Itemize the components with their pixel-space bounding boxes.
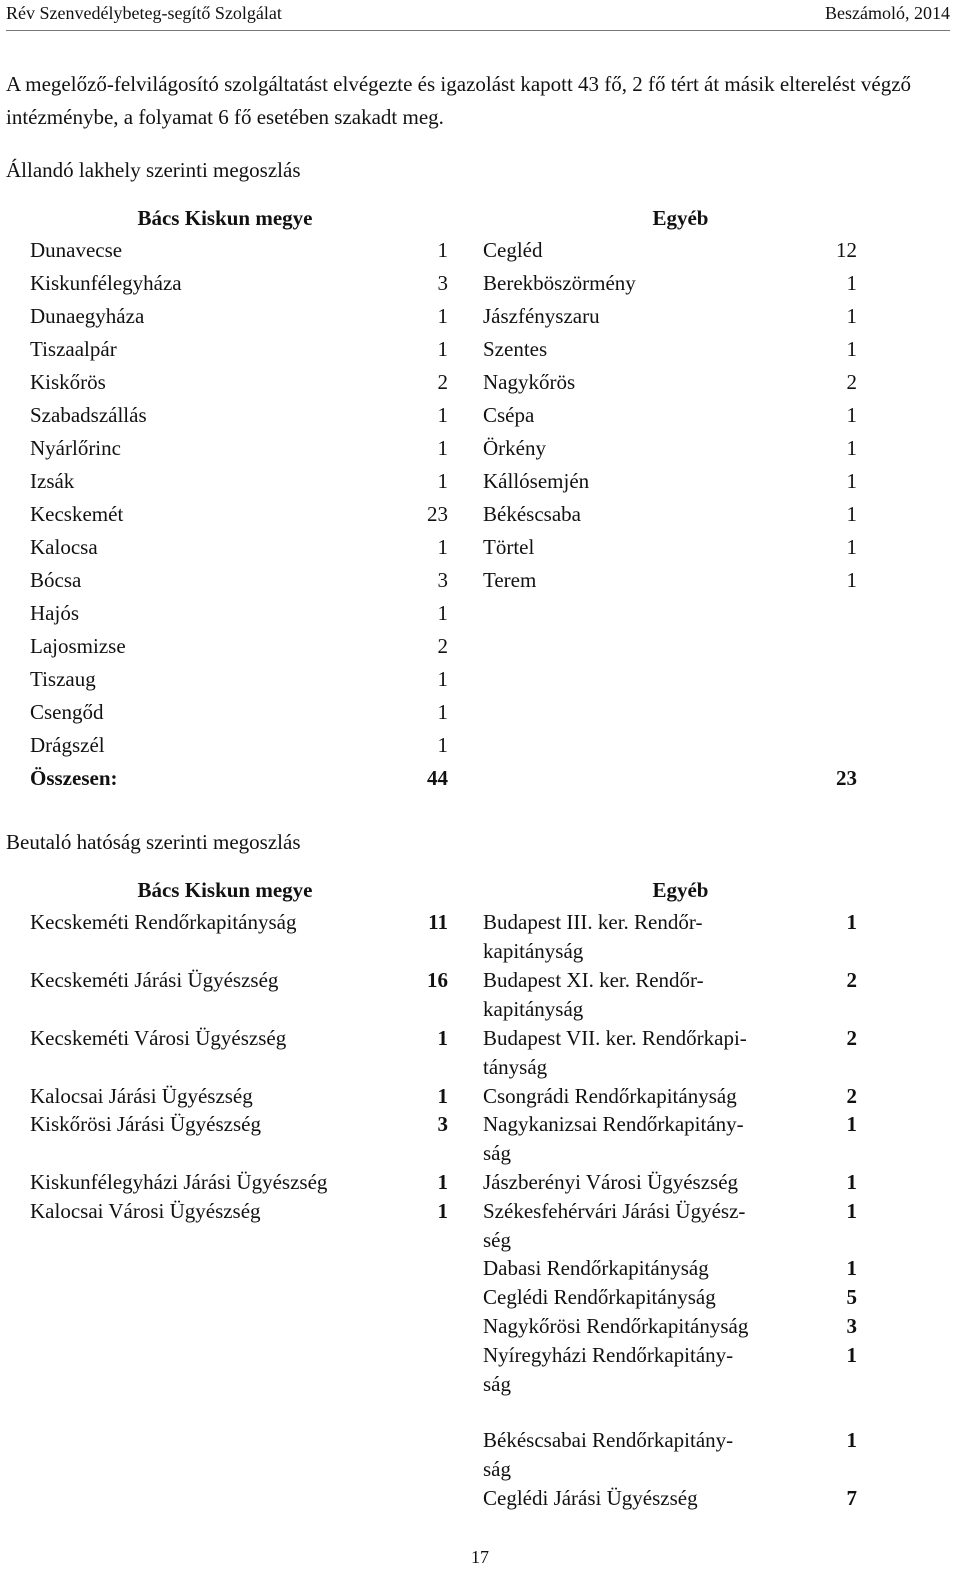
row-value: 1 xyxy=(846,1112,857,1136)
row-value: 2 xyxy=(437,634,448,658)
row-name: Terem xyxy=(483,568,537,592)
residence-left-row xyxy=(30,304,448,337)
row-value: 3 xyxy=(437,271,448,295)
residence-left-row xyxy=(30,436,448,469)
residence-right-row xyxy=(483,238,857,271)
row-value: 1 xyxy=(846,304,857,328)
row-name: Berekböszörmény xyxy=(483,271,636,295)
referral-right-header: Egyéb xyxy=(652,878,709,902)
row-value: 1 xyxy=(437,667,448,691)
row-value: 7 xyxy=(846,1486,857,1510)
row-value: 11 xyxy=(428,910,448,934)
row-value: 1 xyxy=(437,469,448,493)
row-value: 2 xyxy=(846,370,857,394)
row-name: Nyárlőrinc xyxy=(30,436,121,460)
residence-left-row xyxy=(30,502,448,535)
row-name: Örkény xyxy=(483,436,546,460)
page-number: 17 xyxy=(471,1547,489,1567)
row-value: 1 xyxy=(437,1084,448,1108)
row-name: Hajós xyxy=(30,601,79,625)
row-name: Kiskunfélegyházi Járási Ügyészség xyxy=(30,1170,328,1194)
residence-left-row xyxy=(30,634,448,667)
header-organization: Rév Szenvedélybeteg-segítő Szolgálat xyxy=(6,3,282,23)
intro-paragraph: A megelőző-felvilágosító szolgáltatást elvégezte és igazolást kapott 43 fő, 2 fő tért át másik elterelést végző intézménybe, a folyamat 6 fő esetében szakadt meg. xyxy=(6,72,912,129)
row-name: Székesfehérvári Járási Ügyész- ség xyxy=(483,1199,746,1252)
row-value: 1 xyxy=(437,403,448,427)
row-name: Kecskeméti Rendőrkapitányság xyxy=(30,910,297,934)
row-value: 1 xyxy=(437,337,448,361)
row-name: Dunaegyháza xyxy=(30,304,145,328)
page-header xyxy=(6,0,950,31)
row-value: 1 xyxy=(846,1256,857,1280)
row-name: Izsák xyxy=(30,469,75,493)
row-name: Kecskeméti Járási Ügyészség xyxy=(30,968,279,992)
row-name: Jászberényi Városi Ügyészség xyxy=(483,1170,739,1194)
row-value: 3 xyxy=(437,568,448,592)
residence-right-row xyxy=(483,271,857,304)
row-name: Bócsa xyxy=(30,568,82,592)
row-name: Csengőd xyxy=(30,700,104,724)
residence-left-row xyxy=(30,601,448,634)
row-name: Lajosmizse xyxy=(30,634,126,658)
row-name: Kállósemjén xyxy=(483,469,590,493)
residence-total-label: Összesen: xyxy=(30,766,118,790)
row-name: Budapest XI. ker. Rendőr- kapitányság xyxy=(483,968,704,1021)
row-name: Kiskunfélegyháza xyxy=(30,271,182,295)
header-report-title: Beszámoló, 2014 xyxy=(825,3,950,23)
residence-left-row xyxy=(30,403,448,436)
row-value: 1 xyxy=(846,403,857,427)
row-name: Csépa xyxy=(483,403,535,427)
residence-left-row xyxy=(30,469,448,502)
row-name: Kalocsai Járási Ügyészség xyxy=(30,1084,253,1108)
residence-left-row xyxy=(30,535,448,568)
residence-left-row xyxy=(30,667,448,700)
row-name: Kecskemét xyxy=(30,502,124,526)
residence-right-row xyxy=(483,502,857,535)
row-value: 3 xyxy=(437,1112,448,1136)
row-name: Kalocsai Városi Ügyészség xyxy=(30,1199,261,1223)
residence-right-row xyxy=(483,304,857,337)
row-value: 1 xyxy=(437,1199,448,1223)
row-value: 1 xyxy=(437,238,448,262)
referral-section-title: Beutaló hatóság szerinti megoszlás xyxy=(6,830,301,854)
row-value: 12 xyxy=(836,238,857,262)
residence-right-total-row xyxy=(483,766,857,799)
row-name: Kalocsa xyxy=(30,535,98,559)
row-value: 1 xyxy=(437,535,448,559)
residence-left-total: 44 xyxy=(427,766,448,790)
row-name: Dabasi Rendőrkapitányság xyxy=(483,1256,709,1280)
row-value: 2 xyxy=(437,370,448,394)
row-value: 1 xyxy=(846,568,857,592)
row-name: Ceglédi Rendőrkapitányság xyxy=(483,1285,716,1309)
row-value: 1 xyxy=(846,271,857,295)
row-value: 1 xyxy=(437,304,448,328)
row-name: Békéscsaba xyxy=(483,502,581,526)
residence-left-row xyxy=(30,238,448,271)
row-name: Nagykőrös xyxy=(483,370,576,394)
residence-left-header: Bács Kiskun megye xyxy=(137,206,313,230)
row-value: 5 xyxy=(846,1285,857,1309)
residence-left-row xyxy=(30,370,448,403)
row-name: Békéscsabai Rendőrkapitány- ság xyxy=(483,1428,734,1481)
residence-left-row xyxy=(30,700,448,733)
row-value: 1 xyxy=(437,436,448,460)
residence-right-row xyxy=(483,403,857,436)
row-name: Dunavecse xyxy=(30,238,123,262)
residence-right-row xyxy=(483,337,857,370)
row-name: Cegléd xyxy=(483,238,543,262)
row-value: 1 xyxy=(437,1170,448,1194)
row-value: 23 xyxy=(427,502,448,526)
row-name: Budapest III. ker. Rendőr- kapitányság xyxy=(483,910,703,963)
residence-right-row xyxy=(483,568,857,601)
row-value: 1 xyxy=(437,733,448,757)
row-value: 16 xyxy=(427,968,448,992)
row-name: Törtel xyxy=(483,535,535,559)
row-value: 1 xyxy=(846,337,857,361)
row-value: 1 xyxy=(846,502,857,526)
row-name: Kiskőrös xyxy=(30,370,106,394)
residence-right-total: 23 xyxy=(836,766,857,790)
row-name: Drágszél xyxy=(30,733,105,757)
residence-right-row xyxy=(483,535,857,568)
row-value: 2 xyxy=(846,968,857,992)
row-value: 3 xyxy=(846,1314,857,1338)
residence-right-header: Egyéb xyxy=(652,206,709,230)
residence-right-row xyxy=(483,436,857,469)
row-value: 1 xyxy=(846,1170,857,1194)
row-value: 2 xyxy=(846,1026,857,1050)
residence-right-row xyxy=(483,370,857,403)
row-value: 1 xyxy=(846,535,857,559)
row-value: 1 xyxy=(437,700,448,724)
row-value: 1 xyxy=(846,1428,857,1452)
residence-section-title: Állandó lakhely szerinti megoszlás xyxy=(6,158,301,182)
residence-total-row xyxy=(30,766,448,799)
residence-left-row xyxy=(30,733,448,766)
row-value: 1 xyxy=(846,436,857,460)
row-name: Budapest VII. ker. Rendőrkapi- tányság xyxy=(483,1026,747,1079)
row-name: Szabadszállás xyxy=(30,403,147,427)
row-value: 1 xyxy=(437,601,448,625)
row-name: Tiszaalpár xyxy=(30,337,117,361)
row-value: 1 xyxy=(846,910,857,934)
row-name: Tiszaug xyxy=(30,667,96,691)
residence-left-row xyxy=(30,568,448,601)
residence-left-row xyxy=(30,271,448,304)
row-name: Ceglédi Járási Ügyészség xyxy=(483,1486,698,1510)
row-name: Nagykanizsai Rendőrkapitány- ság xyxy=(483,1112,744,1165)
residence-left-row xyxy=(30,337,448,370)
row-name: Nyíregyházi Rendőrkapitány- ság xyxy=(483,1343,734,1396)
row-value: 1 xyxy=(846,469,857,493)
referral-left-header: Bács Kiskun megye xyxy=(137,878,313,902)
row-name: Kecskeméti Városi Ügyészség xyxy=(30,1026,287,1050)
row-value: 1 xyxy=(437,1026,448,1050)
row-name: Csongrádi Rendőrkapitányság xyxy=(483,1084,737,1108)
residence-right-row xyxy=(483,469,857,502)
row-name: Jászfényszaru xyxy=(483,304,600,328)
row-name: Szentes xyxy=(483,337,548,361)
row-value: 1 xyxy=(846,1343,857,1367)
row-value: 1 xyxy=(846,1199,857,1223)
row-value: 2 xyxy=(846,1084,857,1108)
row-name: Nagykőrösi Rendőrkapitányság xyxy=(483,1314,749,1338)
row-name: Kiskőrösi Járási Ügyészség xyxy=(30,1112,261,1136)
